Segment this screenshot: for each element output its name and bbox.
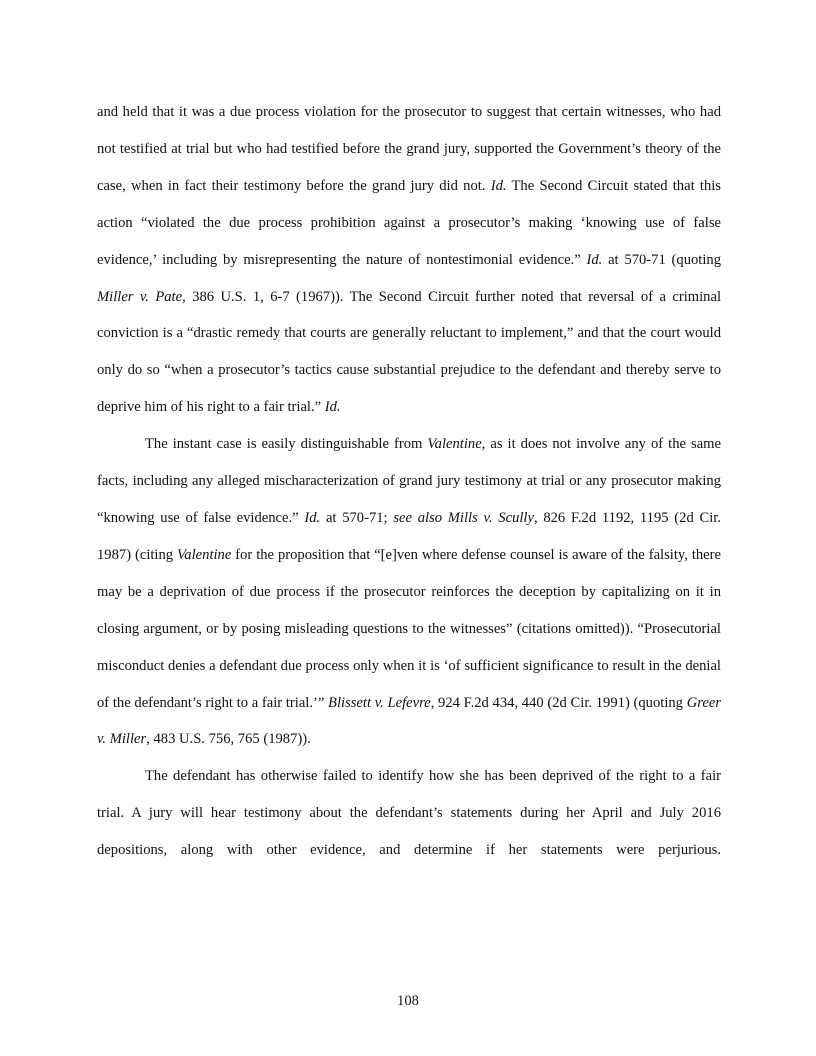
citation-italic: Id. — [586, 251, 603, 268]
text-run: and held that it was a due process violation for the prosecutor to suggest that certain witnesses, who had not testified at trial but who had testified before the grand jury, supported the Government’s theory of the case, when in fact their testimony before the grand jury did not. — [97, 104, 721, 194]
page-number: 108 — [397, 993, 419, 1009]
citation-italic: Id. — [324, 399, 341, 416]
text-run: The Second Circuit stated that this action “violated the due process prohibition against a prosecutor’s making ‘knowing use of false evidence,’ including by misrepresenting the nature of nontestimonial evidence.” — [97, 177, 721, 268]
paragraph-valentine-summary — [97, 94, 721, 426]
text-run: , as it does not involve any of the same facts, including any alleged mischaracterization of grand jury testimony at trial or any prosecutor making “knowing use of false evidence.” — [97, 436, 722, 526]
paragraph-fair-trial — [97, 758, 721, 869]
body-text — [97, 94, 721, 869]
citation-italic: see also Mills v. Scully — [393, 509, 534, 526]
citation-italic: Greer v. Miller — [97, 694, 721, 748]
citation-italic: Miller v. Pate — [97, 288, 183, 305]
text-run: The defendant has otherwise failed to identify how she has been deprived of the right to a fair trial. A jury will hear testimony about the defendant’s statements during her April and July 2016 depositions, along with other evidence, and determine if her statements were perjurious. — [97, 768, 721, 859]
citation-italic: Valentine — [427, 436, 482, 453]
text-run: , 386 U.S. 1, 6-7 (1967)). The Second Circuit further noted that reversal of a criminal conviction is a “drastic remedy that courts are generally reluctant to implement,” and that the court would only do so “when a prosecutor’s tactics cause substantial prejudice to the defendant and thereby serve to deprive him of his right to a fair trial.” — [97, 288, 721, 416]
text-run: , 483 U.S. 756, 765 (1987)). — [146, 731, 311, 748]
text-run: , 924 F.2d 434, 440 (2d Cir. 1991) (quoting — [430, 694, 687, 711]
citation-italic: Blissett v. Lefevre — [328, 694, 431, 711]
text-run: for the proposition that “[e]ven where defense counsel is aware of the falsity, there may be a deprivation of due process if the prosecutor reinforces the deception by capitalizing on it in closing argument, or by posing misleading questions to the witnesses” (citations omitted)). “Prosecutorial misconduct denies a defendant due process only when it is ‘of sufficient significance to result in the denial of the defendant’s right to a fair trial.’” — [97, 546, 721, 711]
text-run: , 826 F.2d 1192, 1195 (2d Cir. 1987) (citing — [97, 509, 721, 563]
text-run: The instant case is easily distinguishable from — [145, 436, 428, 453]
citation-italic: Id. — [304, 509, 321, 526]
text-run: at 570-71; — [320, 509, 394, 526]
citation-italic: Id. — [490, 177, 507, 194]
citation-italic: Valentine — [177, 546, 232, 563]
text-run: at 570-71 (quoting — [602, 251, 721, 268]
paragraph-distinguishing-valentine — [97, 426, 721, 758]
